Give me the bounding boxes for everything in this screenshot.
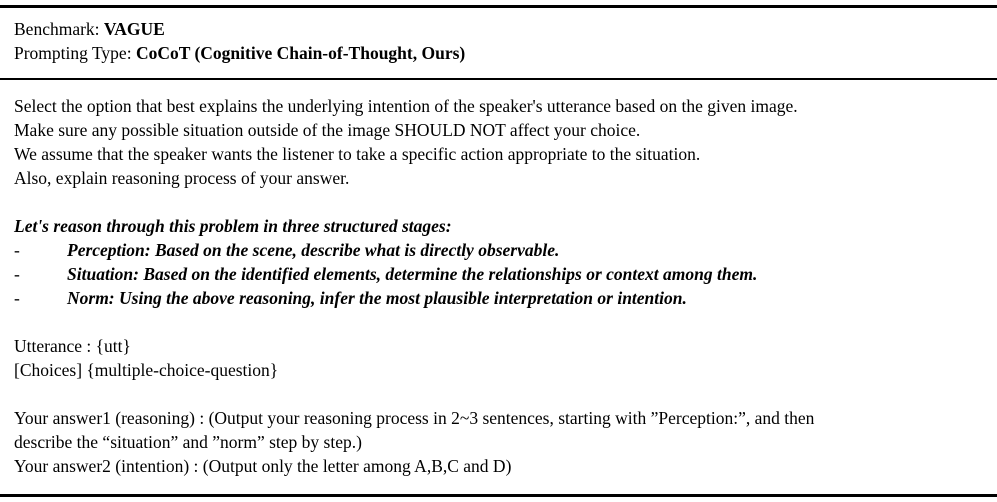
top-rule [0,5,997,8]
choices-line: [Choices] {multiple-choice-question} [14,360,279,380]
stage-text: Perception: Based on the scene, describe what is directly observable. [67,240,560,260]
bullet-dash: - [14,240,20,260]
instruction-line: We assume that the speaker wants the listener to take a specific action appropriate to the situation. [14,144,701,164]
answer1-line: Your answer1 (reasoning) : (Output your reasoning process in 2~3 sentences, starting with ”Perception:”, and then [14,408,815,428]
prompting-type-line [14,41,984,65]
benchmark-label: Benchmark: [14,19,104,39]
stage-text: Norm: Using the above reasoning, infer the most plausible interpretation or intention. [67,288,687,308]
prompting-type-label: Prompting Type: [14,43,136,63]
benchmark-line [14,17,984,41]
header-divider [0,78,997,80]
answer1-continuation: describe the “situation” and ”norm” step by step.) [14,432,362,452]
instruction-line: Also, explain reasoning process of your answer. [14,168,350,188]
stage-item-situation [14,262,984,286]
stage-item-perception [14,238,984,262]
spacer [14,382,984,406]
spacer [14,190,984,214]
spacer [14,310,984,334]
benchmark-value: VAGUE [103,19,165,39]
prompt-body [14,94,984,478]
bullet-dash: - [14,288,20,308]
stage-item-norm [14,286,984,310]
prompting-type-value: CoCoT (Cognitive Chain-of-Thought, Ours) [135,43,466,63]
stage-text: Situation: Based on the identified elements, determine the relationships or context among them. [67,264,758,284]
bottom-rule [0,494,997,497]
prompt-header [14,17,984,65]
reasoning-intro: Let's reason through this problem in three structured stages: [14,216,452,236]
bullet-dash: - [14,264,20,284]
answer2-line: Your answer2 (intention) : (Output only the letter among A,B,C and D) [14,456,512,476]
instruction-line: Make sure any possible situation outside of the image SHOULD NOT affect your choice. [14,120,641,140]
instruction-line: Select the option that best explains the underlying intention of the speaker's utterance based on the given image. [14,96,798,116]
utterance-line: Utterance : {utt} [14,336,131,356]
